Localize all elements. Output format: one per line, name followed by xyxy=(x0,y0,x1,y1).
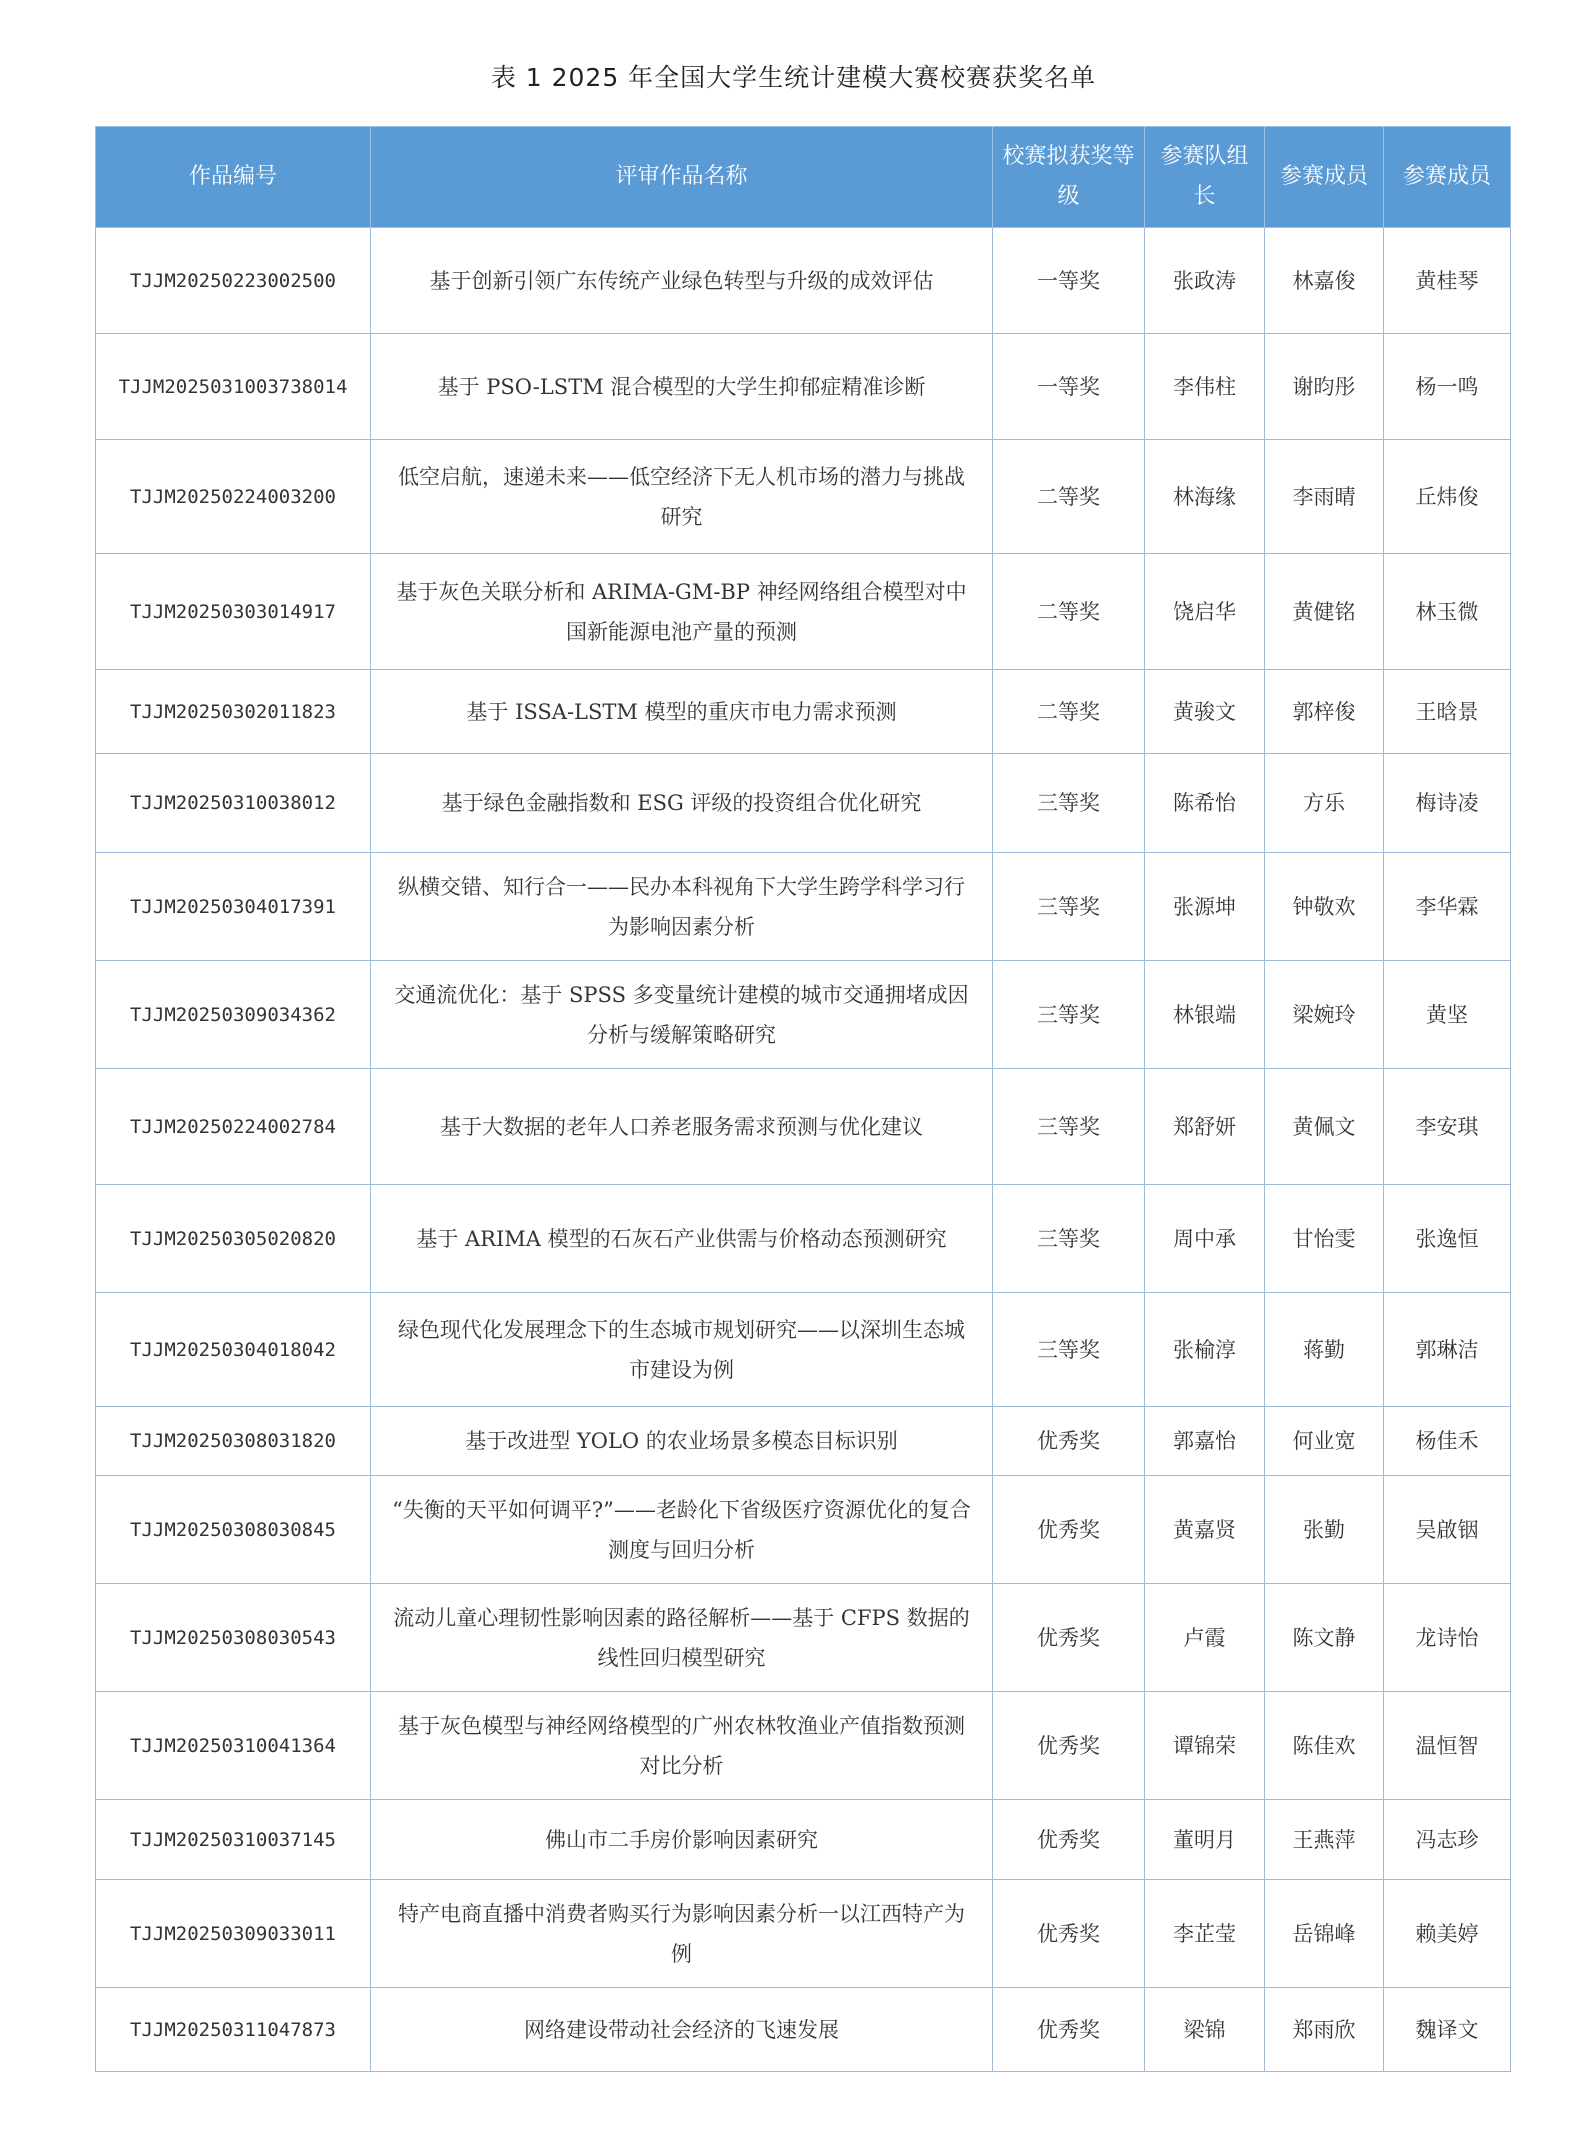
cell-member2: 李华霖 xyxy=(1384,853,1511,961)
table-row xyxy=(96,1800,1511,1880)
cell-member2: 杨佳禾 xyxy=(1384,1407,1511,1476)
table-row xyxy=(96,853,1511,961)
table-row xyxy=(96,1069,1511,1185)
cell-leader: 李芷莹 xyxy=(1145,1880,1265,1988)
cell-id: TJJM20250310038012 xyxy=(96,754,371,853)
cell-leader: 郭嘉怡 xyxy=(1145,1407,1265,1476)
cell-member1: 王燕萍 xyxy=(1265,1800,1384,1880)
cell-id: TJJM20250311047873 xyxy=(96,1988,371,2072)
cell-leader: 李伟柱 xyxy=(1145,334,1265,440)
cell-leader: 黄嘉贤 xyxy=(1145,1476,1265,1584)
cell-name: 流动儿童心理韧性影响因素的路径解析——基于 CFPS 数据的线性回归模型研究 xyxy=(371,1584,993,1692)
table-row xyxy=(96,554,1511,670)
cell-member2: 王晗景 xyxy=(1384,670,1511,754)
cell-name: 交通流优化：基于 SPSS 多变量统计建模的城市交通拥堵成因分析与缓解策略研究 xyxy=(371,961,993,1069)
cell-leader: 谭锦荣 xyxy=(1145,1692,1265,1800)
cell-name: 基于 PSO-LSTM 混合模型的大学生抑郁症精准诊断 xyxy=(371,334,993,440)
page-title: 表 1 2025 年全国大学生统计建模大赛校赛获奖名单 xyxy=(490,63,1097,92)
cell-member1: 谢昀彤 xyxy=(1265,334,1384,440)
cell-level: 优秀奖 xyxy=(993,1988,1145,2072)
cell-level: 三等奖 xyxy=(993,1069,1145,1185)
cell-level: 优秀奖 xyxy=(993,1880,1145,1988)
header-id: 作品编号 xyxy=(96,127,371,228)
cell-name: 基于灰色模型与神经网络模型的广州农林牧渔业产值指数预测对比分析 xyxy=(371,1692,993,1800)
cell-leader: 黄骏文 xyxy=(1145,670,1265,754)
cell-member2: 龙诗怡 xyxy=(1384,1584,1511,1692)
cell-member1: 何业宽 xyxy=(1265,1407,1384,1476)
cell-name: 特产电商直播中消费者购买行为影响因素分析一以江西特产为例 xyxy=(371,1880,993,1988)
cell-member1: 郑雨欣 xyxy=(1265,1988,1384,2072)
cell-name: 绿色现代化发展理念下的生态城市规划研究——以深圳生态城市建设为例 xyxy=(371,1293,993,1407)
cell-leader: 郑舒妍 xyxy=(1145,1069,1265,1185)
cell-leader: 卢霞 xyxy=(1145,1584,1265,1692)
cell-name: 纵横交错、知行合一——民办本科视角下大学生跨学科学习行为影响因素分析 xyxy=(371,853,993,961)
table-row xyxy=(96,334,1511,440)
cell-level: 三等奖 xyxy=(993,1185,1145,1293)
cell-id: TJJM20250310037145 xyxy=(96,1800,371,1880)
cell-member2: 冯志珍 xyxy=(1384,1800,1511,1880)
cell-level: 三等奖 xyxy=(993,961,1145,1069)
cell-member2: 张逸恒 xyxy=(1384,1185,1511,1293)
cell-member2: 林玉微 xyxy=(1384,554,1511,670)
header-name: 评审作品名称 xyxy=(371,127,993,228)
cell-name: 低空启航，速递未来——低空经济下无人机市场的潜力与挑战研究 xyxy=(371,440,993,554)
table-row xyxy=(96,1293,1511,1407)
cell-id: TJJM20250304017391 xyxy=(96,853,371,961)
cell-member2: 黄桂琴 xyxy=(1384,228,1511,334)
cell-member1: 林嘉俊 xyxy=(1265,228,1384,334)
cell-leader: 陈希怡 xyxy=(1145,754,1265,853)
cell-member2: 杨一鸣 xyxy=(1384,334,1511,440)
cell-member2: 李安琪 xyxy=(1384,1069,1511,1185)
cell-member1: 蒋勤 xyxy=(1265,1293,1384,1407)
cell-leader: 张榆淳 xyxy=(1145,1293,1265,1407)
table-row xyxy=(96,1692,1511,1800)
cell-member2: 梅诗凌 xyxy=(1384,754,1511,853)
table-row xyxy=(96,1584,1511,1692)
cell-member1: 张勤 xyxy=(1265,1476,1384,1584)
cell-name: 基于大数据的老年人口养老服务需求预测与优化建议 xyxy=(371,1069,993,1185)
cell-member1: 甘怡雯 xyxy=(1265,1185,1384,1293)
cell-name: 佛山市二手房价影响因素研究 xyxy=(371,1800,993,1880)
cell-member2: 吴啟铟 xyxy=(1384,1476,1511,1584)
cell-leader: 饶启华 xyxy=(1145,554,1265,670)
cell-level: 三等奖 xyxy=(993,1293,1145,1407)
cell-id: TJJM20250302011823 xyxy=(96,670,371,754)
cell-level: 一等奖 xyxy=(993,334,1145,440)
cell-member2: 丘炜俊 xyxy=(1384,440,1511,554)
cell-member1: 岳锦峰 xyxy=(1265,1880,1384,1988)
cell-name: “失衡的天平如何调平?”——老龄化下省级医疗资源优化的复合测度与回归分析 xyxy=(371,1476,993,1584)
cell-level: 二等奖 xyxy=(993,554,1145,670)
cell-member2: 黄坚 xyxy=(1384,961,1511,1069)
cell-name: 基于灰色关联分析和 ARIMA-GM-BP 神经网络组合模型对中国新能源电池产量的预测 xyxy=(371,554,993,670)
cell-member1: 黄佩文 xyxy=(1265,1069,1384,1185)
header-member1: 参赛成员 xyxy=(1265,127,1384,228)
cell-id: TJJM20250224002784 xyxy=(96,1069,371,1185)
header-level: 校赛拟获奖等级 xyxy=(993,127,1145,228)
cell-level: 二等奖 xyxy=(993,440,1145,554)
cell-leader: 张政涛 xyxy=(1145,228,1265,334)
cell-id: TJJM20250304018042 xyxy=(96,1293,371,1407)
header-member2: 参赛成员 xyxy=(1384,127,1511,228)
cell-leader: 周中承 xyxy=(1145,1185,1265,1293)
table-row xyxy=(96,1476,1511,1584)
cell-name: 基于 ARIMA 模型的石灰石产业供需与价格动态预测研究 xyxy=(371,1185,993,1293)
cell-id: TJJM20250224003200 xyxy=(96,440,371,554)
cell-id: TJJM2025031003738014 xyxy=(96,334,371,440)
header-row xyxy=(96,127,1511,228)
cell-member1: 郭梓俊 xyxy=(1265,670,1384,754)
table-row xyxy=(96,1407,1511,1476)
cell-leader: 林海缘 xyxy=(1145,440,1265,554)
table-row xyxy=(96,228,1511,334)
cell-member2: 魏译文 xyxy=(1384,1988,1511,2072)
cell-level: 三等奖 xyxy=(993,853,1145,961)
cell-member1: 梁婉玲 xyxy=(1265,961,1384,1069)
cell-id: TJJM20250305020820 xyxy=(96,1185,371,1293)
table-row xyxy=(96,1185,1511,1293)
table-row xyxy=(96,440,1511,554)
cell-leader: 董明月 xyxy=(1145,1800,1265,1880)
cell-name: 基于 ISSA-LSTM 模型的重庆市电力需求预测 xyxy=(371,670,993,754)
cell-id: TJJM20250309033011 xyxy=(96,1880,371,1988)
table-row xyxy=(96,961,1511,1069)
cell-level: 优秀奖 xyxy=(993,1584,1145,1692)
cell-level: 优秀奖 xyxy=(993,1800,1145,1880)
cell-member1: 陈文静 xyxy=(1265,1584,1384,1692)
cell-id: TJJM20250223002500 xyxy=(96,228,371,334)
cell-member1: 李雨晴 xyxy=(1265,440,1384,554)
cell-member1: 方乐 xyxy=(1265,754,1384,853)
cell-member1: 钟敬欢 xyxy=(1265,853,1384,961)
cell-id: TJJM20250308030543 xyxy=(96,1584,371,1692)
cell-id: TJJM20250303014917 xyxy=(96,554,371,670)
cell-leader: 林银端 xyxy=(1145,961,1265,1069)
cell-member2: 温恒智 xyxy=(1384,1692,1511,1800)
cell-name: 基于创新引领广东传统产业绿色转型与升级的成效评估 xyxy=(371,228,993,334)
header-leader: 参赛队组长 xyxy=(1145,127,1265,228)
cell-level: 优秀奖 xyxy=(993,1407,1145,1476)
cell-member2: 赖美婷 xyxy=(1384,1880,1511,1988)
cell-leader: 张源坤 xyxy=(1145,853,1265,961)
cell-leader: 梁锦 xyxy=(1145,1988,1265,2072)
cell-id: TJJM20250308031820 xyxy=(96,1407,371,1476)
cell-name: 基于绿色金融指数和 ESG 评级的投资组合优化研究 xyxy=(371,754,993,853)
table-row xyxy=(96,754,1511,853)
cell-id: TJJM20250308030845 xyxy=(96,1476,371,1584)
cell-id: TJJM20250309034362 xyxy=(96,961,371,1069)
cell-member1: 陈佳欢 xyxy=(1265,1692,1384,1800)
cell-level: 二等奖 xyxy=(993,670,1145,754)
table-row xyxy=(96,670,1511,754)
cell-level: 三等奖 xyxy=(993,754,1145,853)
table-row xyxy=(96,1988,1511,2072)
cell-level: 一等奖 xyxy=(993,228,1145,334)
cell-name: 网络建设带动社会经济的飞速发展 xyxy=(371,1988,993,2072)
cell-member1: 黄健铭 xyxy=(1265,554,1384,670)
cell-name: 基于改进型 YOLO 的农业场景多模态目标识别 xyxy=(371,1407,993,1476)
cell-id: TJJM20250310041364 xyxy=(96,1692,371,1800)
cell-level: 优秀奖 xyxy=(993,1476,1145,1584)
cell-member2: 郭琳洁 xyxy=(1384,1293,1511,1407)
table-row xyxy=(96,1880,1511,1988)
cell-level: 优秀奖 xyxy=(993,1692,1145,1800)
awards-table xyxy=(95,126,1511,2072)
